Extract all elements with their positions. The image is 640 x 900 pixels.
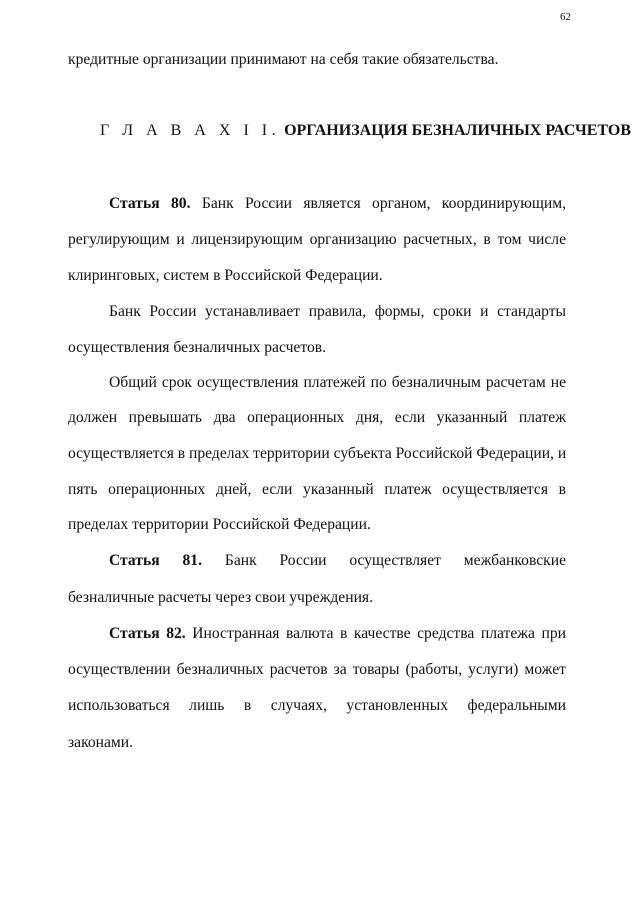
chapter-title: ОРГАНИЗАЦИЯ БЕЗНАЛИЧНЫХ РАСЧЕТОВ (284, 122, 631, 139)
rules-line-1: Банк России устанавливает правила, формы, сроки и стандарты (109, 303, 566, 320)
article-80-text-1: Банк России является органом, координирующим, (201, 195, 566, 212)
article-81-line-1 (109, 551, 566, 571)
terms-line-5: пределах территории Российской Федерации. (68, 516, 371, 533)
terms-line-3: осуществляется в пределах территории субъекта Российской Федерации, и (68, 445, 566, 462)
terms-line-1: Общий срок осуществления платежей по безналичным расчетам не (109, 374, 566, 391)
rules-line-2: осуществления безналичных расчетов. (68, 339, 327, 356)
article-80-line-1 (109, 194, 566, 214)
article-81-text-1: Банк России осуществляет межбанковские (224, 552, 566, 569)
article-82-line-2: осуществлении безналичных расчетов за товары (работы, услуги) может (68, 661, 566, 678)
terms-line-2: должен превышать два операционных дня, если указанный платеж (68, 409, 566, 426)
article-81-line-2: безналичные расчеты через свои учреждения. (68, 589, 373, 606)
article-80-label: Статья 80. (109, 195, 191, 212)
article-82-line-4: законами. (68, 734, 134, 751)
chapter-heading (100, 121, 631, 141)
article-82-line-1 (109, 624, 566, 644)
lead-line: кредитные организации принимают на себя такие обязательства. (68, 51, 499, 68)
page-number: 62 (560, 11, 571, 23)
article-82-text-1: Иностранная валюта в качестве средства платежа при (192, 625, 566, 642)
article-80-line-2: регулирующим и лицензирующим организацию расчетных, в том числе (68, 231, 566, 248)
article-80-line-3: клиринговых, систем в Российской Федерации. (68, 267, 383, 284)
terms-line-4: пять операционных дней, если указанный платеж осуществляется в (68, 481, 566, 498)
chapter-number: Г Л А В А X I I. (100, 122, 281, 139)
article-82-label: Статья 82. (109, 625, 186, 642)
article-82-line-3: использоваться лишь в случаях, установленных федеральными (68, 697, 566, 714)
article-81-label: Статья 81. (109, 552, 202, 569)
